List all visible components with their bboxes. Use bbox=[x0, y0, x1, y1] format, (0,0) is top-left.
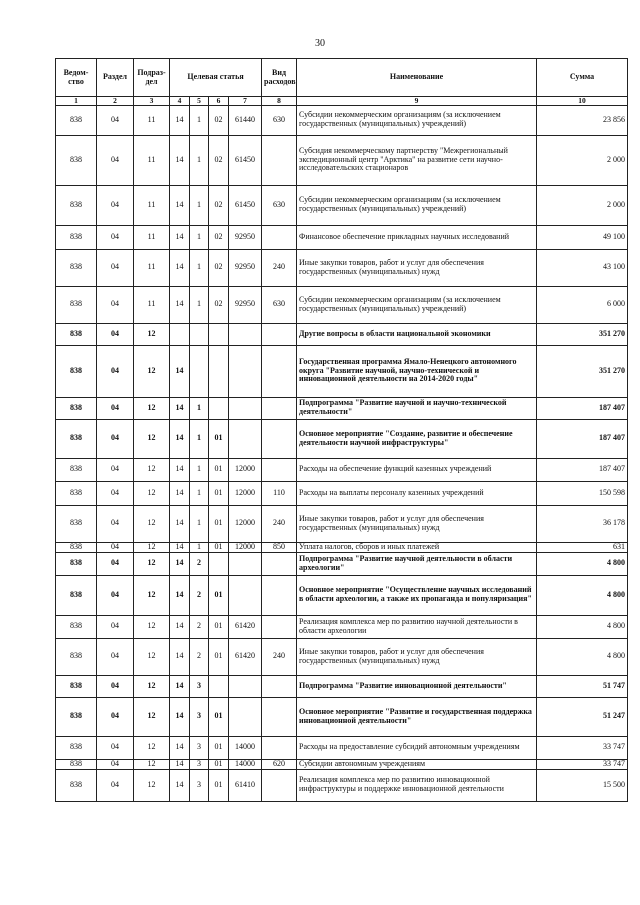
cell-razdel: 04 bbox=[97, 135, 134, 185]
table-row bbox=[56, 135, 628, 185]
cell-sum: 51 747 bbox=[537, 675, 628, 697]
cell-expense-type: 850 bbox=[262, 542, 297, 552]
cell-razdel: 04 bbox=[97, 225, 134, 249]
cell-expense-type bbox=[262, 615, 297, 638]
cell-target-direction: 92950 bbox=[229, 225, 262, 249]
cell-target-subprogram: 1 bbox=[190, 397, 209, 419]
cell-name: Государственная программа Ямало-Ненецкого автономного округа "Развитие научной, научно-технической и инновационной деятельности на 2014-2020 годы" bbox=[297, 345, 537, 397]
cell-expense-type bbox=[262, 552, 297, 575]
cell-ved: 838 bbox=[56, 615, 97, 638]
cell-ved: 838 bbox=[56, 736, 97, 759]
cell-podrazdel: 12 bbox=[134, 542, 170, 552]
cell-razdel: 04 bbox=[97, 458, 134, 481]
cell-expense-type bbox=[262, 345, 297, 397]
cell-sum: 631 bbox=[537, 542, 628, 552]
cell-sum: 4 800 bbox=[537, 552, 628, 575]
cell-sum: 4 800 bbox=[537, 615, 628, 638]
header-name: Наименование bbox=[297, 59, 537, 97]
cell-sum: 351 270 bbox=[537, 345, 628, 397]
cell-target-subprogram bbox=[190, 323, 209, 345]
cell-target-direction bbox=[229, 419, 262, 458]
cell-target-program: 14 bbox=[170, 249, 190, 286]
cell-target-event: 02 bbox=[209, 249, 229, 286]
cell-target-program: 14 bbox=[170, 419, 190, 458]
cell-razdel: 04 bbox=[97, 736, 134, 759]
cell-target-event: 01 bbox=[209, 419, 229, 458]
cell-target-event: 01 bbox=[209, 458, 229, 481]
cell-target-event: 01 bbox=[209, 759, 229, 769]
cell-razdel: 04 bbox=[97, 769, 134, 801]
cell-target-direction bbox=[229, 697, 262, 736]
column-number: 10 bbox=[537, 97, 628, 106]
cell-podrazdel: 11 bbox=[134, 105, 170, 135]
cell-podrazdel: 12 bbox=[134, 552, 170, 575]
cell-podrazdel: 12 bbox=[134, 397, 170, 419]
cell-target-direction bbox=[229, 675, 262, 697]
cell-razdel: 04 bbox=[97, 323, 134, 345]
cell-razdel: 04 bbox=[97, 105, 134, 135]
cell-ved: 838 bbox=[56, 505, 97, 542]
cell-target-program: 14 bbox=[170, 575, 190, 615]
cell-target-program: 14 bbox=[170, 638, 190, 675]
cell-target-program: 14 bbox=[170, 675, 190, 697]
cell-ved: 838 bbox=[56, 419, 97, 458]
cell-podrazdel: 11 bbox=[134, 286, 170, 323]
table-row bbox=[56, 697, 628, 736]
header-ved: Ведом-ство bbox=[56, 59, 97, 97]
cell-podrazdel: 12 bbox=[134, 736, 170, 759]
cell-target-program: 14 bbox=[170, 769, 190, 801]
header-vid: Вид расходов bbox=[262, 59, 297, 97]
cell-target-subprogram: 2 bbox=[190, 615, 209, 638]
cell-target-event bbox=[209, 323, 229, 345]
cell-target-subprogram: 1 bbox=[190, 105, 209, 135]
table-row bbox=[56, 105, 628, 135]
cell-podrazdel: 12 bbox=[134, 458, 170, 481]
table-row bbox=[56, 185, 628, 225]
table-row bbox=[56, 225, 628, 249]
budget-table bbox=[55, 58, 628, 802]
cell-razdel: 04 bbox=[97, 697, 134, 736]
cell-target-event: 01 bbox=[209, 505, 229, 542]
cell-expense-type: 240 bbox=[262, 638, 297, 675]
cell-ved: 838 bbox=[56, 105, 97, 135]
cell-target-event: 01 bbox=[209, 481, 229, 505]
cell-target-program: 14 bbox=[170, 552, 190, 575]
cell-sum: 33 747 bbox=[537, 736, 628, 759]
table-row bbox=[56, 458, 628, 481]
cell-sum: 187 407 bbox=[537, 397, 628, 419]
table-row bbox=[56, 542, 628, 552]
cell-target-event: 01 bbox=[209, 736, 229, 759]
table-row bbox=[56, 397, 628, 419]
cell-expense-type bbox=[262, 675, 297, 697]
table-body bbox=[56, 105, 628, 801]
cell-target-subprogram: 3 bbox=[190, 759, 209, 769]
cell-target-direction: 61420 bbox=[229, 615, 262, 638]
table-row bbox=[56, 481, 628, 505]
cell-sum: 33 747 bbox=[537, 759, 628, 769]
cell-podrazdel: 12 bbox=[134, 481, 170, 505]
cell-razdel: 04 bbox=[97, 397, 134, 419]
cell-expense-type bbox=[262, 419, 297, 458]
cell-podrazdel: 12 bbox=[134, 419, 170, 458]
cell-sum: 49 100 bbox=[537, 225, 628, 249]
cell-target-event: 01 bbox=[209, 697, 229, 736]
header-podrazdel: Подраз-дел bbox=[134, 59, 170, 97]
cell-name: Субсидии некоммерческим организациям (за исключением государственных (муниципальных) учреждений) bbox=[297, 105, 537, 135]
column-number: 3 bbox=[134, 97, 170, 106]
cell-podrazdel: 12 bbox=[134, 345, 170, 397]
cell-name: Реализация комплекса мер по развитию инновационной инфраструктуры и поддержке инновационной деятельности bbox=[297, 769, 537, 801]
cell-sum: 36 178 bbox=[537, 505, 628, 542]
page-number: 30 bbox=[315, 38, 325, 49]
cell-razdel: 04 bbox=[97, 419, 134, 458]
table-row bbox=[56, 419, 628, 458]
cell-ved: 838 bbox=[56, 675, 97, 697]
cell-expense-type bbox=[262, 323, 297, 345]
cell-target-event bbox=[209, 345, 229, 397]
cell-ved: 838 bbox=[56, 575, 97, 615]
cell-razdel: 04 bbox=[97, 615, 134, 638]
cell-target-program: 14 bbox=[170, 505, 190, 542]
cell-expense-type: 630 bbox=[262, 185, 297, 225]
cell-target-program: 14 bbox=[170, 615, 190, 638]
header-razdel: Раздел bbox=[97, 59, 134, 97]
cell-target-event bbox=[209, 552, 229, 575]
cell-target-program: 14 bbox=[170, 185, 190, 225]
cell-razdel: 04 bbox=[97, 505, 134, 542]
cell-target-program: 14 bbox=[170, 697, 190, 736]
cell-target-subprogram: 3 bbox=[190, 697, 209, 736]
cell-target-event: 01 bbox=[209, 769, 229, 801]
cell-expense-type: 110 bbox=[262, 481, 297, 505]
cell-target-program: 14 bbox=[170, 286, 190, 323]
cell-target-event: 02 bbox=[209, 225, 229, 249]
cell-sum: 2 000 bbox=[537, 185, 628, 225]
cell-name: Подпрограмма "Развитие научной и научно-технической деятельности" bbox=[297, 397, 537, 419]
cell-target-subprogram: 3 bbox=[190, 736, 209, 759]
cell-sum: 6 000 bbox=[537, 286, 628, 323]
cell-razdel: 04 bbox=[97, 185, 134, 225]
cell-target-direction bbox=[229, 552, 262, 575]
cell-target-program: 14 bbox=[170, 105, 190, 135]
cell-name: Подпрограмма "Развитие научной деятельности в области археологии" bbox=[297, 552, 537, 575]
table-row bbox=[56, 759, 628, 769]
cell-podrazdel: 11 bbox=[134, 135, 170, 185]
header-row bbox=[56, 59, 628, 97]
cell-target-direction: 12000 bbox=[229, 458, 262, 481]
cell-name: Иные закупки товаров, работ и услуг для обеспечения государственных (муниципальных) нужд bbox=[297, 638, 537, 675]
cell-ved: 838 bbox=[56, 769, 97, 801]
table-row bbox=[56, 615, 628, 638]
cell-expense-type bbox=[262, 458, 297, 481]
cell-target-program: 14 bbox=[170, 481, 190, 505]
cell-razdel: 04 bbox=[97, 542, 134, 552]
cell-target-event: 02 bbox=[209, 135, 229, 185]
cell-sum: 351 270 bbox=[537, 323, 628, 345]
cell-target-direction bbox=[229, 575, 262, 615]
cell-sum: 4 800 bbox=[537, 575, 628, 615]
cell-sum: 150 598 bbox=[537, 481, 628, 505]
cell-ved: 838 bbox=[56, 697, 97, 736]
cell-name: Субсидия некоммерческому партнерству "Межрегиональный экспедиционный центр "Арктика" на развитие сети научно-исследовательских стационаров bbox=[297, 135, 537, 185]
cell-target-event: 02 bbox=[209, 286, 229, 323]
cell-ved: 838 bbox=[56, 345, 97, 397]
cell-ved: 838 bbox=[56, 759, 97, 769]
cell-podrazdel: 12 bbox=[134, 505, 170, 542]
cell-target-subprogram: 1 bbox=[190, 481, 209, 505]
cell-target-event: 02 bbox=[209, 185, 229, 225]
cell-podrazdel: 12 bbox=[134, 615, 170, 638]
cell-target-subprogram: 2 bbox=[190, 575, 209, 615]
cell-target-subprogram: 3 bbox=[190, 675, 209, 697]
cell-name: Расходы на выплаты персоналу казенных учреждений bbox=[297, 481, 537, 505]
cell-name: Основное мероприятие "Развитие и государственная поддержка инновационной деятельности" bbox=[297, 697, 537, 736]
cell-podrazdel: 12 bbox=[134, 575, 170, 615]
cell-target-event bbox=[209, 675, 229, 697]
cell-target-program: 14 bbox=[170, 397, 190, 419]
cell-ved: 838 bbox=[56, 481, 97, 505]
column-number: 6 bbox=[209, 97, 229, 106]
cell-name: Основное мероприятие "Осуществление научных исследований в области археологии, а также их пропаганда и популяризация" bbox=[297, 575, 537, 615]
header-celevaya: Целевая статья bbox=[170, 59, 262, 97]
cell-podrazdel: 12 bbox=[134, 638, 170, 675]
cell-target-program bbox=[170, 323, 190, 345]
cell-podrazdel: 12 bbox=[134, 323, 170, 345]
cell-sum: 187 407 bbox=[537, 419, 628, 458]
cell-razdel: 04 bbox=[97, 759, 134, 769]
cell-ved: 838 bbox=[56, 286, 97, 323]
table-row bbox=[56, 552, 628, 575]
cell-name: Основное мероприятие "Создание, развитие и обеспечение деятельности научной инфраструктуры" bbox=[297, 419, 537, 458]
cell-expense-type: 240 bbox=[262, 249, 297, 286]
column-number: 4 bbox=[170, 97, 190, 106]
cell-target-subprogram: 2 bbox=[190, 552, 209, 575]
cell-expense-type: 620 bbox=[262, 759, 297, 769]
cell-podrazdel: 12 bbox=[134, 769, 170, 801]
cell-target-subprogram: 1 bbox=[190, 505, 209, 542]
cell-razdel: 04 bbox=[97, 249, 134, 286]
cell-ved: 838 bbox=[56, 638, 97, 675]
cell-target-direction bbox=[229, 397, 262, 419]
table-row bbox=[56, 505, 628, 542]
cell-podrazdel: 12 bbox=[134, 675, 170, 697]
cell-ved: 838 bbox=[56, 552, 97, 575]
cell-expense-type: 630 bbox=[262, 286, 297, 323]
cell-target-subprogram: 1 bbox=[190, 542, 209, 552]
cell-target-program: 14 bbox=[170, 345, 190, 397]
cell-expense-type: 240 bbox=[262, 505, 297, 542]
column-number: 5 bbox=[190, 97, 209, 106]
table-row bbox=[56, 769, 628, 801]
cell-podrazdel: 12 bbox=[134, 759, 170, 769]
cell-target-event: 01 bbox=[209, 615, 229, 638]
cell-razdel: 04 bbox=[97, 575, 134, 615]
cell-expense-type bbox=[262, 697, 297, 736]
cell-expense-type bbox=[262, 575, 297, 615]
cell-ved: 838 bbox=[56, 397, 97, 419]
cell-target-event: 01 bbox=[209, 575, 229, 615]
cell-ved: 838 bbox=[56, 135, 97, 185]
cell-podrazdel: 12 bbox=[134, 697, 170, 736]
cell-target-subprogram: 1 bbox=[190, 286, 209, 323]
cell-sum: 187 407 bbox=[537, 458, 628, 481]
cell-target-direction: 61450 bbox=[229, 135, 262, 185]
cell-expense-type bbox=[262, 769, 297, 801]
cell-target-direction: 61420 bbox=[229, 638, 262, 675]
cell-target-direction: 14000 bbox=[229, 736, 262, 759]
cell-target-program: 14 bbox=[170, 759, 190, 769]
cell-target-subprogram: 1 bbox=[190, 249, 209, 286]
cell-target-event: 01 bbox=[209, 638, 229, 675]
table-row bbox=[56, 249, 628, 286]
table-row bbox=[56, 675, 628, 697]
cell-podrazdel: 11 bbox=[134, 185, 170, 225]
cell-target-direction: 61410 bbox=[229, 769, 262, 801]
cell-sum: 23 856 bbox=[537, 105, 628, 135]
column-number: 8 bbox=[262, 97, 297, 106]
cell-target-direction: 92950 bbox=[229, 286, 262, 323]
cell-target-event: 01 bbox=[209, 542, 229, 552]
cell-name: Реализация комплекса мер по развитию научной деятельности в области археологии bbox=[297, 615, 537, 638]
cell-target-direction: 92950 bbox=[229, 249, 262, 286]
cell-target-subprogram bbox=[190, 345, 209, 397]
cell-name: Субсидии некоммерческим организациям (за исключением государственных (муниципальных) учреждений) bbox=[297, 286, 537, 323]
table-row bbox=[56, 323, 628, 345]
cell-name: Уплата налогов, сборов и иных платежей bbox=[297, 542, 537, 552]
cell-target-event bbox=[209, 397, 229, 419]
cell-podrazdel: 11 bbox=[134, 225, 170, 249]
cell-ved: 838 bbox=[56, 225, 97, 249]
cell-sum: 43 100 bbox=[537, 249, 628, 286]
cell-ved: 838 bbox=[56, 249, 97, 286]
header-sum: Сумма bbox=[537, 59, 628, 97]
cell-target-program: 14 bbox=[170, 225, 190, 249]
cell-target-subprogram: 2 bbox=[190, 638, 209, 675]
cell-target-subprogram: 1 bbox=[190, 458, 209, 481]
cell-expense-type bbox=[262, 135, 297, 185]
cell-target-direction: 61440 bbox=[229, 105, 262, 135]
table-row bbox=[56, 575, 628, 615]
cell-target-subprogram: 1 bbox=[190, 185, 209, 225]
cell-target-subprogram: 3 bbox=[190, 769, 209, 801]
cell-target-direction: 61450 bbox=[229, 185, 262, 225]
cell-target-program: 14 bbox=[170, 736, 190, 759]
cell-target-program: 14 bbox=[170, 458, 190, 481]
cell-name: Расходы на предоставление субсидий автономным учреждениям bbox=[297, 736, 537, 759]
column-numbers-row bbox=[56, 97, 628, 106]
cell-razdel: 04 bbox=[97, 675, 134, 697]
cell-name: Финансовое обеспечение прикладных научных исследований bbox=[297, 225, 537, 249]
cell-target-program: 14 bbox=[170, 135, 190, 185]
cell-ved: 838 bbox=[56, 542, 97, 552]
table-row bbox=[56, 345, 628, 397]
cell-target-direction bbox=[229, 323, 262, 345]
cell-razdel: 04 bbox=[97, 481, 134, 505]
cell-name: Субсидии автономным учреждениям bbox=[297, 759, 537, 769]
cell-name: Расходы на обеспечение функций казенных учреждений bbox=[297, 458, 537, 481]
cell-target-direction: 12000 bbox=[229, 542, 262, 552]
cell-expense-type bbox=[262, 736, 297, 759]
cell-target-subprogram: 1 bbox=[190, 419, 209, 458]
cell-sum: 15 500 bbox=[537, 769, 628, 801]
cell-target-direction: 12000 bbox=[229, 505, 262, 542]
cell-sum: 4 800 bbox=[537, 638, 628, 675]
cell-razdel: 04 bbox=[97, 552, 134, 575]
cell-sum: 51 247 bbox=[537, 697, 628, 736]
cell-target-direction: 12000 bbox=[229, 481, 262, 505]
table-row bbox=[56, 286, 628, 323]
cell-target-direction: 14000 bbox=[229, 759, 262, 769]
cell-razdel: 04 bbox=[97, 345, 134, 397]
cell-name: Иные закупки товаров, работ и услуг для обеспечения государственных (муниципальных) нужд bbox=[297, 505, 537, 542]
cell-sum: 2 000 bbox=[537, 135, 628, 185]
cell-podrazdel: 11 bbox=[134, 249, 170, 286]
cell-target-event: 02 bbox=[209, 105, 229, 135]
cell-expense-type bbox=[262, 397, 297, 419]
cell-name: Иные закупки товаров, работ и услуг для обеспечения государственных (муниципальных) нужд bbox=[297, 249, 537, 286]
column-number: 7 bbox=[229, 97, 262, 106]
cell-razdel: 04 bbox=[97, 286, 134, 323]
cell-expense-type bbox=[262, 225, 297, 249]
cell-name: Субсидии некоммерческим организациям (за исключением государственных (муниципальных) учреждений) bbox=[297, 185, 537, 225]
cell-ved: 838 bbox=[56, 185, 97, 225]
cell-expense-type: 630 bbox=[262, 105, 297, 135]
column-number: 9 bbox=[297, 97, 537, 106]
cell-razdel: 04 bbox=[97, 638, 134, 675]
cell-target-direction bbox=[229, 345, 262, 397]
column-number: 1 bbox=[56, 97, 97, 106]
cell-name: Подпрограмма "Развитие инновационной деятельности" bbox=[297, 675, 537, 697]
column-number: 2 bbox=[97, 97, 134, 106]
cell-target-subprogram: 1 bbox=[190, 225, 209, 249]
table-row bbox=[56, 736, 628, 759]
cell-target-program: 14 bbox=[170, 542, 190, 552]
cell-ved: 838 bbox=[56, 323, 97, 345]
cell-name: Другие вопросы в области национальной экономики bbox=[297, 323, 537, 345]
cell-ved: 838 bbox=[56, 458, 97, 481]
table-row bbox=[56, 638, 628, 675]
cell-target-subprogram: 1 bbox=[190, 135, 209, 185]
